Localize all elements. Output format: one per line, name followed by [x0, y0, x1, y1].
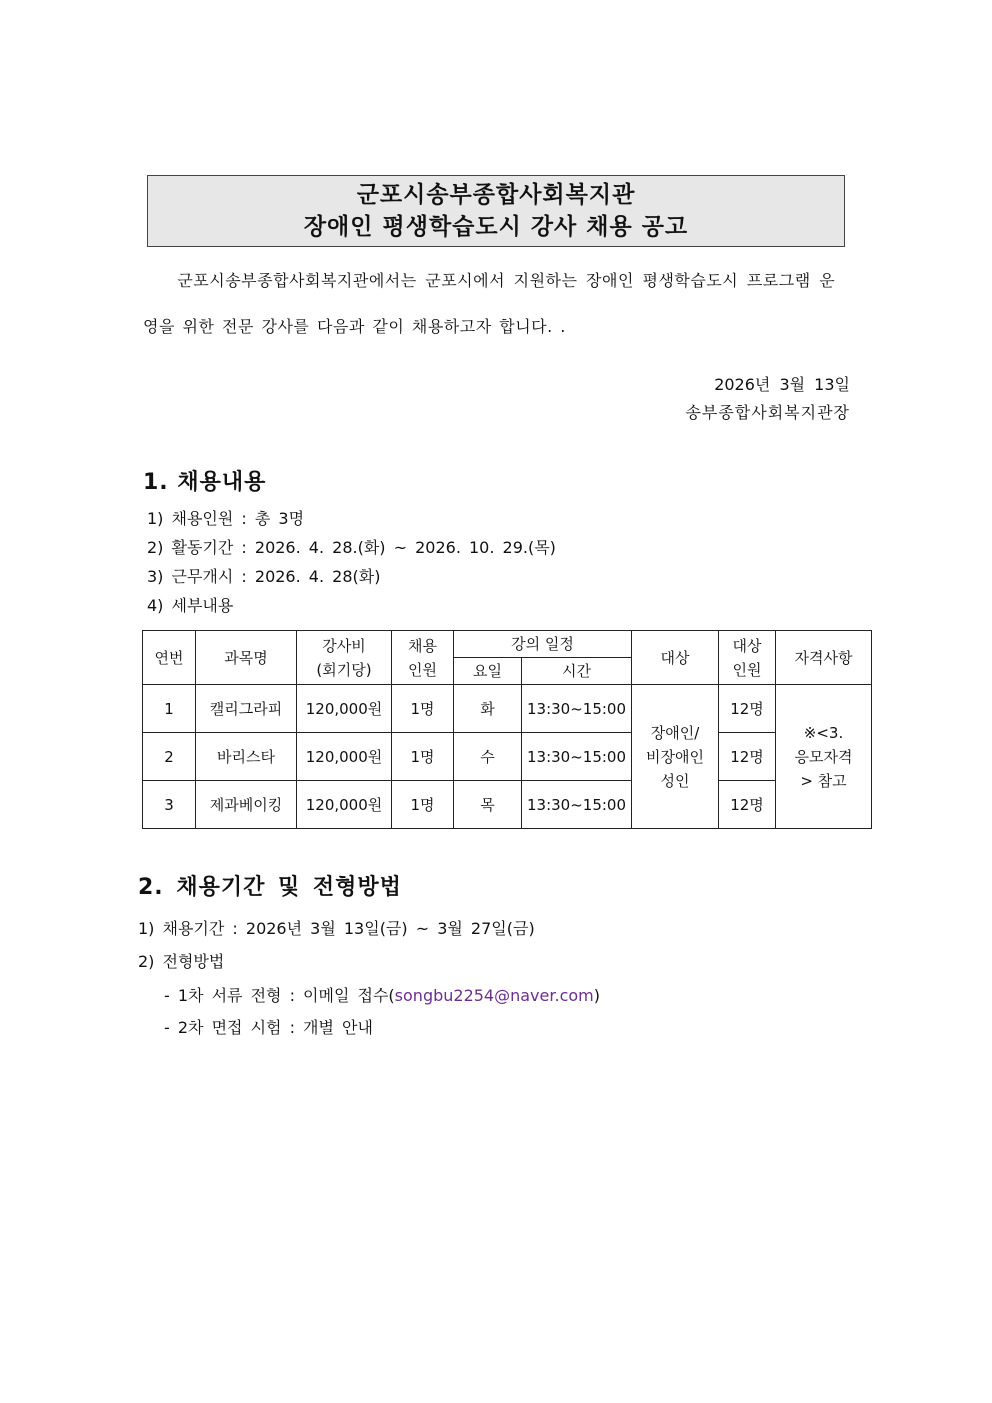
header-no: 연번 [143, 631, 196, 685]
cell-target-count: 12명 [719, 733, 776, 781]
header-day: 요일 [454, 658, 522, 685]
header-target: 대상 [632, 631, 719, 685]
section-heading-period-method: 2. 채용기간 및 전형방법 [138, 875, 402, 900]
cell-time: 13:30~15:00 [522, 733, 632, 781]
announcement-signatory: 송부종합사회복지관장 [685, 403, 850, 422]
list-item-start-date: 3) 근무개시 : 2026. 4. 28(화) [147, 567, 381, 586]
intro-line-1: 군포시송부종합사회복지관에서는 군포시에서 지원하는 장애인 평생학습도시 프로그램 운 [177, 271, 836, 290]
email-link[interactable]: songbu2254@naver.com [394, 986, 594, 1005]
list-item-recruit-period: 1) 채용기간 : 2026년 3월 13일(금) ~ 3월 27일(금) [138, 919, 535, 938]
cell-hire: 1명 [392, 781, 454, 829]
header-fee: 강사비 (회기당) [297, 631, 392, 685]
table-row [143, 685, 872, 733]
header-time: 시간 [522, 658, 632, 685]
cell-time: 13:30~15:00 [522, 781, 632, 829]
announcement-date: 2026년 3월 13일 [714, 375, 850, 394]
header-schedule: 강의 일정 [454, 631, 632, 658]
cell-target-count: 12명 [719, 685, 776, 733]
cell-no: 2 [143, 733, 196, 781]
list-item-activity-period: 2) 활동기간 : 2026. 4. 28.(화) ~ 2026. 10. 29.(목) [147, 538, 556, 557]
cell-target: 장애인/ 비장애인 성인 [632, 685, 719, 829]
cell-day: 화 [454, 685, 522, 733]
cell-qualification: ※<3. 응모자격 > 참고 [776, 685, 872, 829]
cell-subject: 바리스타 [196, 733, 297, 781]
details-table [142, 630, 872, 829]
cell-subject: 캘리그라피 [196, 685, 297, 733]
title-line-1: 군포시송부종합사회복지관 [356, 182, 636, 208]
table-row [143, 733, 872, 781]
header-subject: 과목명 [196, 631, 297, 685]
cell-no: 3 [143, 781, 196, 829]
cell-time: 13:30~15:00 [522, 685, 632, 733]
list-item-document-screening: - 1차 서류 전형 : 이메일 접수(songbu2254@naver.com) [164, 986, 600, 1005]
cell-fee: 120,000원 [297, 781, 392, 829]
cell-hire: 1명 [392, 685, 454, 733]
title-line-2: 장애인 평생학습도시 강사 채용 공고 [303, 214, 689, 240]
cell-target-count: 12명 [719, 781, 776, 829]
cell-fee: 120,000원 [297, 733, 392, 781]
cell-hire: 1명 [392, 733, 454, 781]
list-item-details: 4) 세부내용 [147, 596, 234, 615]
cell-day: 수 [454, 733, 522, 781]
cell-no: 1 [143, 685, 196, 733]
section-heading-recruitment: 1. 채용내용 [143, 470, 267, 495]
list-item-headcount: 1) 채용인원 : 총 3명 [147, 509, 305, 528]
header-qualification: 자격사항 [776, 631, 872, 685]
table-row [143, 781, 872, 829]
intro-line-2: 영을 위한 전문 강사를 다음과 같이 채용하고자 합니다. . [143, 317, 566, 336]
header-target-count: 대상 인원 [719, 631, 776, 685]
list-item-selection-method: 2) 전형방법 [138, 952, 225, 971]
cell-subject: 제과베이킹 [196, 781, 297, 829]
title-box [147, 175, 845, 247]
header-hire-count: 채용 인원 [392, 631, 454, 685]
list-item-interview: - 2차 면접 시험 : 개별 안내 [164, 1018, 373, 1037]
cell-fee: 120,000원 [297, 685, 392, 733]
cell-day: 목 [454, 781, 522, 829]
